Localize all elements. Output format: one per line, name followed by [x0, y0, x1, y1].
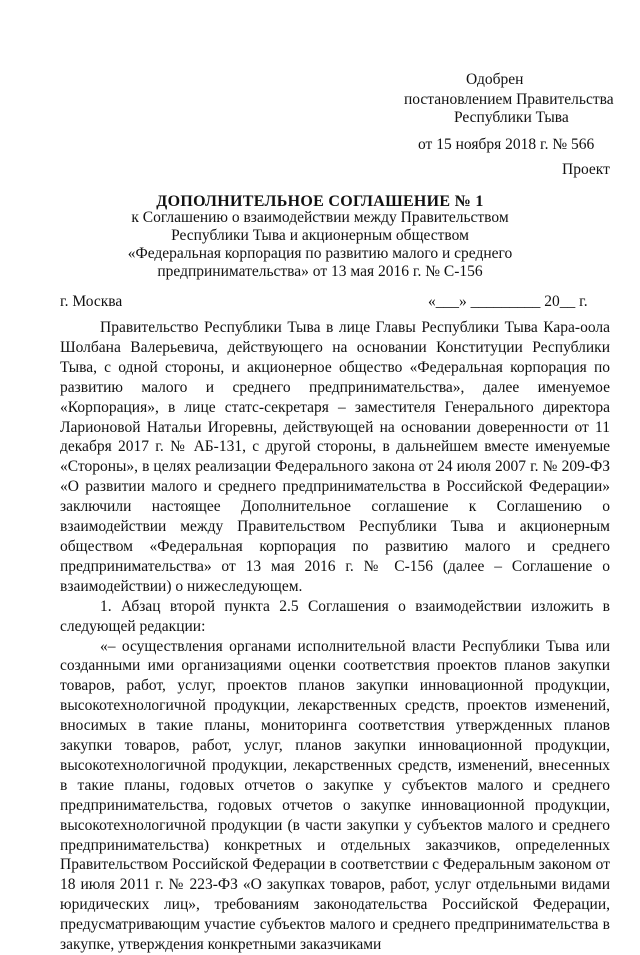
approval-line-1: Одобрен [466, 70, 523, 89]
place-of-signing: г. Москва [60, 292, 122, 311]
approval-line-3: Республики Тыва [454, 108, 569, 127]
agreement-body [60, 318, 610, 955]
subtitle-line-3: «Федеральная корпорация по развитию малого и среднего [0, 244, 640, 263]
subtitle-line-2: Республики Тыва и акционерным обществом [0, 226, 640, 245]
signing-date-placeholder: «___» _________ 20__ г. [428, 292, 588, 311]
draft-status: Проект [562, 160, 610, 179]
clause-1-new-text: «– осуществления органами исполнительной власти Республики Тыва или созданными ими организациями оценки соответствия проектов планов закупки товаров, работ, услуг, проектов планов закупки инновационной продукции, высокотехнологичной продукции, лекарственных средств, проектов изменений, вносимых в такие планы, мониторинга соответствия утвержденных планов закупки товаров, работ, услуг, планов закупки инновационной продукции, высокотехнологичной продукции, лекарственных средств, изменений, внесенных в такие планы, годовых отчетов о закупке у субъектов малого и среднего предпринимательства, годовых отчетов о закупке инновационной продукции, высокотехнологичной продукции (в части закупки у субъектов малого и среднего предпринимательства) конкретных и отдельных заказчиков, определенных Правительством Российской Федерации в соответствии с Федеральным законом от 18 июля 2011 г. № 223-ФЗ «О закупках товаров, работ, услуг отдельными видами юридических лиц», требованиям законодательства Российской Федерации, предусматривающим участие субъектов малого и среднего предпринимательства в закупке, утверждения конкретными заказчиками [60, 637, 610, 955]
document-title: ДОПОЛНИТЕЛЬНОЕ СОГЛАШЕНИЕ № 1 [0, 192, 640, 211]
approval-line-2: постановлением Правительства [404, 90, 614, 109]
approval-date: от 15 ноября 2018 г. № 566 [418, 135, 594, 154]
preamble-paragraph: Правительство Республики Тыва в лице Главы Республики Тыва Кара-оола Шолбана Валерьевича, действующего на основании Конституции Республики Тыва, с одной стороны, и акционерное общество «Федеральная корпорация по развитию малого и среднего предпринимательства», далее именуемое «Корпорация», в лице статс-секретаря – заместителя Генерального директора Ларионовой Натальи Игоревны, действующей на основании доверенности от 11 декабря 2017 г. № АБ-131, с другой стороны, в дальнейшем вместе именуемые «Стороны», в целях реализации Федерального закона от 24 июля 2007 г. № 209-ФЗ «О развитии малого и среднего предпринимательства в Российской Федерации» заключили настоящее Дополнительное соглашение к Соглашению о взаимодействии между Правительством Республики Тыва и акционерным обществом «Федеральная корпорация по развитию малого и среднего предпринимательства» от 13 мая 2016 г. № С-156 (далее – Соглашение о взаимодействии) о нижеследующем. [60, 318, 610, 597]
subtitle-line-4: предпринимательства» от 13 мая 2016 г. № С-156 [0, 262, 640, 281]
clause-1-paragraph: 1. Абзац второй пункта 2.5 Соглашения о взаимодействии изложить в следующей редакции: [60, 597, 610, 637]
subtitle-line-1: к Соглашению о взаимодействии между Правительством [0, 208, 640, 227]
